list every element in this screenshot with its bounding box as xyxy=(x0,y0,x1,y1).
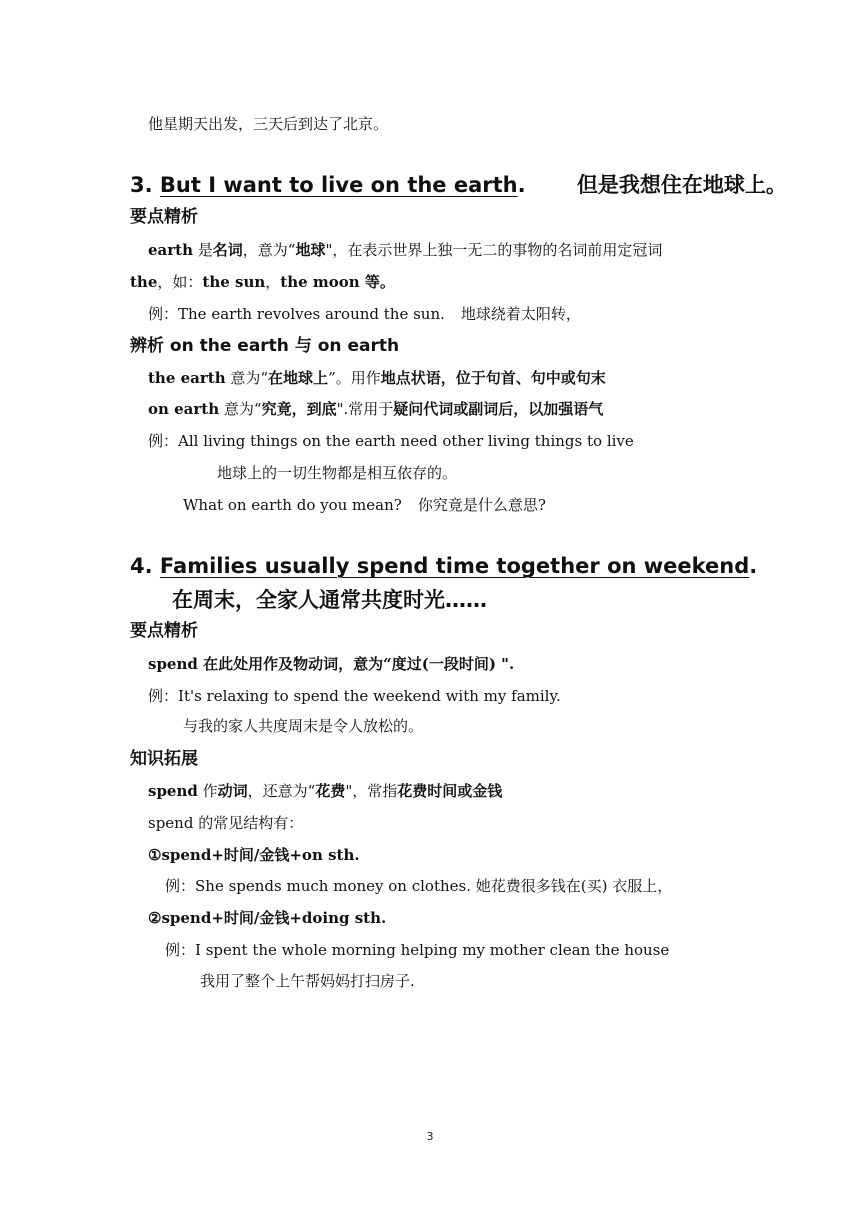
example-chinese: 你究竟是什么意思? xyxy=(417,496,546,514)
page-number: 3 xyxy=(426,1130,434,1143)
text-bold: 在此处用作及物动词，意为“度过(一段时间) ". xyxy=(197,655,515,673)
section-4-heading xyxy=(130,552,757,580)
section-3-chinese: 但是我想住在地球上。 xyxy=(576,173,787,197)
example-prefix: 例： xyxy=(148,305,179,323)
compare-line-on-earth xyxy=(148,399,603,419)
term-the-moon: the moon xyxy=(280,273,360,291)
section-3-explain-line-1 xyxy=(148,240,662,260)
text: ".常用于 xyxy=(336,400,394,418)
text-bold: 花费时间或金钱 xyxy=(397,782,503,800)
example-english: I spent the whole morning helping my mother clean the house xyxy=(195,941,670,959)
text-bold: 在地球上 xyxy=(268,369,329,387)
text-bold: 等。 xyxy=(359,273,395,291)
section-4-example xyxy=(148,686,561,706)
text: ， xyxy=(265,273,281,291)
text: 是 xyxy=(193,241,213,259)
term-the: the xyxy=(130,273,158,291)
compare-line-the-earth xyxy=(148,368,606,388)
text: "，在表示世界上独一无二的事物的名词前用定冠词 xyxy=(325,241,663,259)
example-english: What on earth do you mean? xyxy=(183,496,402,514)
structure-2-example-chinese: 我用了整个上午帮妈妈打扫房子. xyxy=(200,972,415,990)
text-bold: 动词 xyxy=(217,782,248,800)
section-4-key-point xyxy=(148,654,514,674)
section-4-extend-heading: 知识拓展 xyxy=(130,749,198,769)
section-3-example-2 xyxy=(148,431,634,451)
section-4-key-points-heading: 要点精析 xyxy=(130,621,198,641)
structure-2: ②spend+时间/金钱+doing sth. xyxy=(148,909,387,927)
term: on earth xyxy=(148,400,220,418)
structure-1: ①spend+时间/金钱+on sth. xyxy=(148,846,360,864)
section-3-period: . xyxy=(517,173,526,197)
section-4-number: 4. xyxy=(130,554,153,578)
section-3-example-3 xyxy=(183,495,546,515)
text-bold: 究竟，到底 xyxy=(261,400,337,418)
term-earth: earth xyxy=(148,241,193,259)
structure-1-example xyxy=(165,876,672,896)
example-prefix: 例： xyxy=(165,877,196,895)
section-3-number: 3. xyxy=(130,173,153,197)
example-text: She spends much money on clothes. 她花费很多钱在(买) 衣服上， xyxy=(195,877,673,895)
example-prefix: 例： xyxy=(148,687,179,705)
text-bold: 地点状语，位于句首、句中或句末 xyxy=(380,369,606,387)
section-4-chinese: 在周末，全家人通常共度时光…… xyxy=(172,588,487,612)
section-3-compare-heading: 辨析 on the earth 与 on earth xyxy=(130,336,400,356)
section-3-key-points-heading: 要点精析 xyxy=(130,207,198,227)
section-3-heading xyxy=(130,171,787,199)
text: ，还意为“ xyxy=(247,782,316,800)
text: 意为“ xyxy=(225,369,269,387)
term-spend: spend xyxy=(148,782,198,800)
section-4-english: Families usually spend time together on weekend xyxy=(159,554,750,578)
example-english: All living things on the earth need other living things to live xyxy=(178,432,634,450)
text: 作 xyxy=(197,782,218,800)
term: the earth xyxy=(148,369,226,387)
term-spend: spend xyxy=(148,655,198,673)
text-bold: 地球 xyxy=(295,241,326,259)
text: ，意为“ xyxy=(242,241,296,259)
text: "，常指 xyxy=(345,782,398,800)
text: 意为“ xyxy=(219,400,262,418)
text-bold: 名词 xyxy=(212,241,243,259)
section-4-period: . xyxy=(749,554,758,578)
structures-intro: spend 的常见结构有： xyxy=(148,814,304,832)
text: ，如： xyxy=(157,273,203,291)
text: ”。用作 xyxy=(328,369,381,387)
example-prefix: 例： xyxy=(165,941,196,959)
intro-line: 他星期天出发，三天后到达了北京。 xyxy=(148,115,389,133)
example-chinese: 地球绕着太阳转， xyxy=(460,305,581,323)
term-the-sun: the sun xyxy=(202,273,266,291)
example-english: The earth revolves around the sun. xyxy=(178,305,445,323)
example-english: It's relaxing to spend the weekend with my family. xyxy=(178,687,561,705)
structure-2-example xyxy=(165,940,669,960)
example-prefix: 例： xyxy=(148,432,179,450)
section-3-example xyxy=(148,304,581,324)
section-3-english: But I want to live on the earth xyxy=(159,173,518,197)
section-3-explain-line-2 xyxy=(130,272,395,292)
section-3-example-2-chinese: 地球上的一切生物都是相互依存的。 xyxy=(217,464,458,482)
section-4-extend-line xyxy=(148,781,502,801)
text-bold: 花费 xyxy=(315,782,346,800)
text-bold: 疑问代词或副词后，以加强语气 xyxy=(393,400,604,418)
section-4-example-chinese: 与我的家人共度周末是令人放松的。 xyxy=(183,717,424,735)
